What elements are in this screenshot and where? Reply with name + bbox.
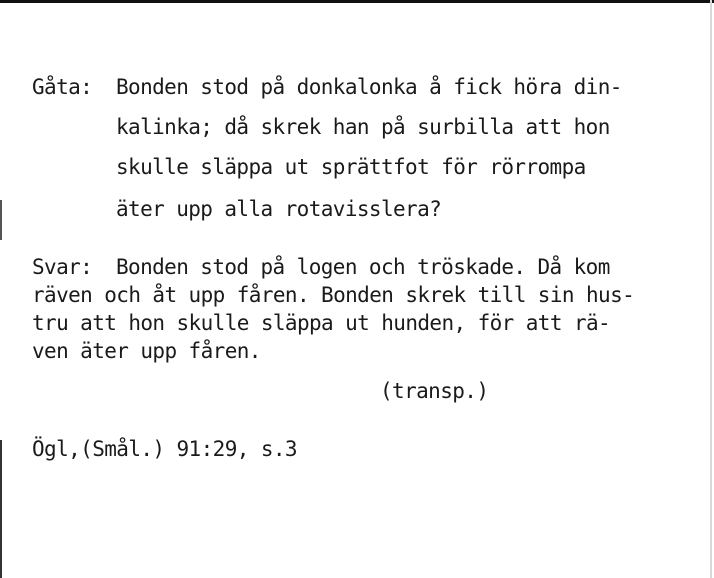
riddle-line: Bonden stod på donkalonka å fick höra din-	[116, 75, 622, 99]
answer-line: tru att hon skulle släppa ut hunden, för att rä-	[32, 311, 611, 335]
riddle-line: skulle släppa ut sprättfot för rörrompa	[116, 155, 586, 179]
answer-line: räven och åt upp fåren. Bonden skrek till sin hus-	[32, 283, 635, 307]
riddle-label: Gåta:	[32, 75, 93, 99]
answer-line: Bonden stod på logen och tröskade. Då kom	[116, 255, 610, 279]
riddle-line: kalinka; då skrek han på surbilla att hon	[116, 115, 610, 139]
source-reference: Ögl,(Smål.) 91:29, s.3	[32, 437, 297, 461]
card-left-edge-mark-bottom	[0, 440, 2, 578]
answer-line: ven äter upp fåren.	[32, 339, 261, 363]
card-left-edge-mark	[0, 200, 2, 240]
answer-label: Svar:	[32, 255, 93, 279]
transcription-note: (transp.)	[380, 379, 489, 403]
card-top-border	[0, 0, 714, 3]
card-right-edge	[710, 0, 712, 578]
riddle-line: äter upp alla rotavisslera?	[116, 197, 442, 221]
